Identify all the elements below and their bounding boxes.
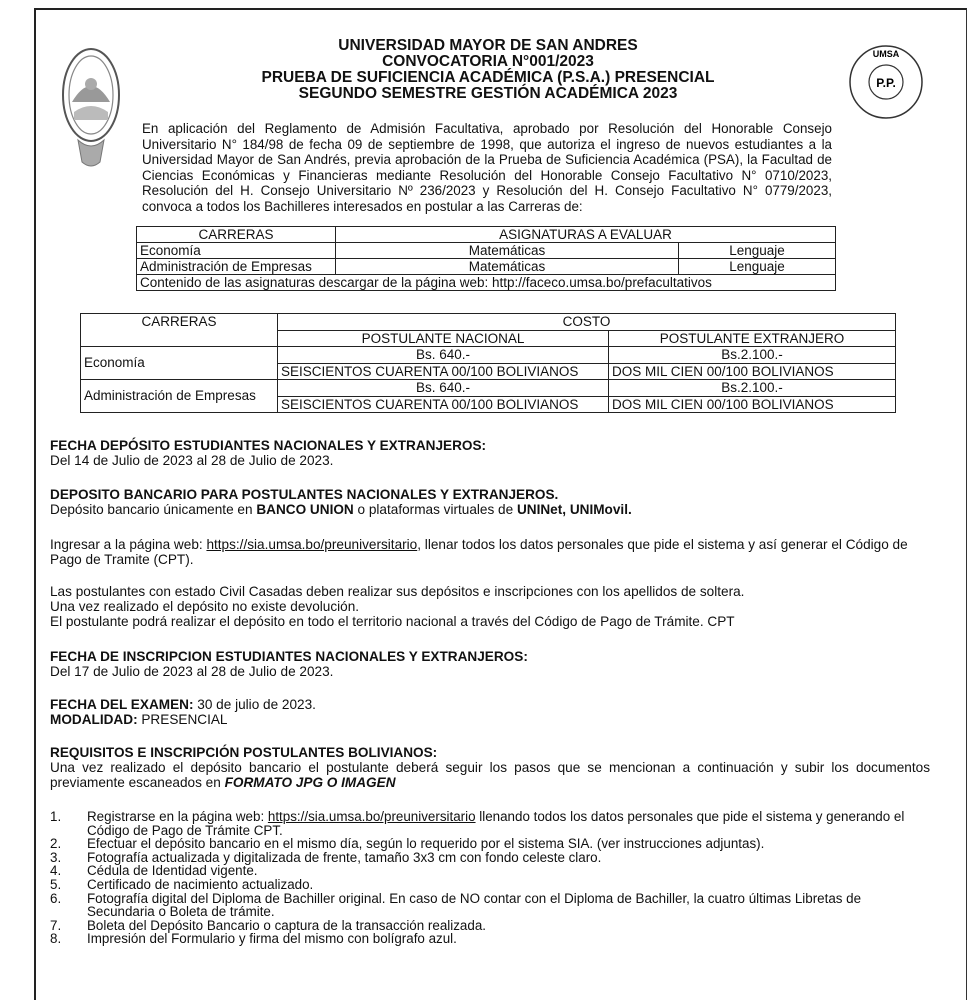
subjects-row-carrera: Economía [137,243,336,259]
requirements-section [50,745,930,790]
ppg-stamp-icon [846,42,926,122]
note-line: Una vez realizado el depósito no existe devolución. [50,599,360,614]
requirements-list [50,810,926,946]
subjects-table [136,226,836,291]
subjects-row-carrera: Administración de Empresas [137,259,336,275]
bank-name: BANCO UNION [256,502,354,517]
cost-extranjero-words: DOS MIL CIEN 00/100 BOLIVIANOS [609,396,896,413]
exam-section [50,697,930,727]
requirement-item: 4. Cédula de Identidad vigente. [50,863,258,879]
subjects-header-asignaturas: ASIGNATURAS A EVALUAR [336,227,836,243]
web-text-part: Ingresar a la página web: [50,537,207,552]
requirement-text: Boleta del Depósito Bancario o captura de la transacción realizada. [87,917,486,933]
subjects-row-asignatura: Matemáticas [336,259,679,275]
exam-mode-label: MODALIDAD: [50,712,138,727]
requirement-text: Registrarse en la página web: [87,809,268,824]
cost-extranjero-amount: Bs.2.100.- [609,347,896,364]
semester-title: SEGUNDO SEMESTRE GESTIÓN ACADÉMICA 2023 [298,85,678,102]
requirement-item: 1. Registrarse en la página web: https://sia.umsa.bo/preuniversitario llenando todos los datos personales que pide el sistema y generando el Código de Pago de Trámite CPT. [50,809,905,838]
cost-header-carreras: CARRERAS [81,314,278,347]
sia-link[interactable]: https://sia.umsa.bo/preuniversitario [267,809,476,824]
bank-text-part: o plataformas virtuales de [353,502,517,517]
subjects-row-asignatura: Lenguaje [679,259,836,275]
requirements-format: FORMATO JPG O IMAGEN [224,775,396,790]
notes-section [50,584,930,629]
subjects-header-carreras: CARRERAS [137,227,336,243]
cost-header-nacional: POSTULANTE NACIONAL [278,330,609,347]
cost-row-carrera: Administración de Empresas [81,380,278,413]
web-instructions [50,537,930,567]
requirement-text: Fotografía actualizada y digitalizada de frente, tamaño 3x3 cm con fondo celeste claro. [87,849,602,865]
inscription-dates-section [50,649,930,679]
stamp-center-text: P.P. [876,76,896,90]
document-header [180,38,796,102]
exam-title: PRUEBA DE SUFICIENCIA ACADÉMICA (P.S.A.) PRESENCIAL [261,69,715,86]
bank-deposit-section [50,487,930,517]
cost-nacional-words: SEISCIENTOS CUARENTA 00/100 BOLIVIANOS [278,363,609,380]
convocatoria-number: CONVOCATORIA N°001/2023 [382,53,594,70]
cost-extranjero-amount: Bs.2.100.- [609,380,896,397]
requirements-intro-text: Una vez realizado el depósito bancario el postulante deberá seguir los pasos que se mencionan a continuación y subir los documentos previamente escaneados en [50,760,930,790]
requirement-item: 7. Boleta del Depósito Bancario o captura de la transacción realizada. [50,917,486,933]
cost-nacional-amount: Bs. 640.- [278,380,609,397]
requirement-item: 8. Impresión del Formulario y firma del mismo con bolígrafo azul. [50,931,457,947]
intro-paragraph: En aplicación del Reglamento de Admisión Facultativa, aprobado por Resolución del Honorable Consejo Universitario N° 184/98 de fecha 09 de septiembre de 1998, que autoriza el ingreso de nuevos estudiantes a la Universidad Mayor de San Andrés, previa aprobación de la Prueba de Suficiencia Académica (PSA), la Facultad de Ciencias Económicas y Financieras mediante Resolución del Honorable Consejo Facultativo N° 0710/2023, Resolución del H. Consejo Universitario Nº 236/2023 y Resolución del H. Consejo Facultativo N° 0779/2023, convoca a todos los Bachilleres interesados en postular a las Carreras de: [142,121,832,214]
requirement-text: llenando todos los datos personales que pide el sistema y generando el Código de Pago de Trámite CPT. [87,809,905,838]
cost-header-costo: COSTO [278,314,896,331]
sia-link[interactable]: https://sia.umsa.bo/preuniversitario [206,537,418,552]
cost-table [80,313,896,413]
exam-date [50,697,930,712]
bank-platforms: UNINet, UNIMovil. [516,502,632,517]
requirement-item: 6. Fotografía digital del Diploma de Bachiller original. En caso de NO contar con el Diploma de Bachiller, la cuatro últimas Libretas de Secundaria o Boleta de trámite. [50,890,862,920]
requirement-text: Fotografía digital del Diploma de Bachiller original. En caso de NO contar con el Diploma de Bachiller, la cuatro últimas Libretas de Secundaria o Boleta de trámite. [87,890,862,920]
bank-text-part: Depósito bancario únicamente en [50,502,257,517]
requirement-text: Cédula de Identidad vigente. [87,863,258,879]
cost-nacional-amount: Bs. 640.- [278,347,609,364]
cost-nacional-words: SEISCIENTOS CUARENTA 00/100 BOLIVIANOS [278,396,609,413]
requirements-title: REQUISITOS E INSCRIPCIÓN POSTULANTES BOLIVIANOS: [50,745,438,760]
exam-date-value: 30 de julio de 2023. [193,697,316,712]
inscription-dates-text: Del 17 de Julio de 2023 al 28 de Julio de 2023. [50,664,334,679]
bank-deposit-title: DEPOSITO BANCARIO PARA POSTULANTES NACIONALES Y EXTRANJEROS. [50,487,559,502]
note-line: Las postulantes con estado Civil Casadas deben realizar sus depósitos e inscripciones con los apellidos de soltera. [50,584,745,599]
university-seal-icon [58,40,124,172]
bank-deposit-text [50,502,930,517]
cost-extranjero-words: DOS MIL CIEN 00/100 BOLIVIANOS [609,363,896,380]
cost-header-extranjero: POSTULANTE EXTRANJERO [609,330,896,347]
requirements-list-wrap [50,810,926,946]
requirement-text: Efectuar el depósito bancario en el mismo día, según lo requerido por el sistema SIA. (ver instrucciones adjuntas). [87,836,765,852]
deposit-dates-section [50,438,930,468]
exam-date-label: FECHA DEL EXAMEN: [50,697,194,712]
subjects-download-note: Contenido de las asignaturas descargar de la página web: http://faceco.umsa.bo/prefacultativos [137,275,836,291]
note-line: El postulante podrá realizar el depósito en todo el territorio nacional a través del Código de Pago de Trámite. CPT [50,614,735,629]
requirement-text: Certificado de nacimiento actualizado. [87,876,314,892]
university-name: UNIVERSIDAD MAYOR DE SAN ANDRES [338,37,638,54]
cost-row-carrera: Economía [81,347,278,380]
requirement-item: 5. Certificado de nacimiento actualizado. [50,876,314,892]
stamp-top-text: UMSA [872,49,900,59]
subjects-row-asignatura: Matemáticas [336,243,679,259]
subjects-row-asignatura: Lenguaje [679,243,836,259]
requirement-item: 3. Fotografía actualizada y digitalizada de frente, tamaño 3x3 cm con fondo celeste claro. [50,849,602,865]
requirement-item: 2. Efectuar el depósito bancario en el mismo día, según lo requerido por el sistema SIA. (ver instrucciones adjuntas). [50,836,765,852]
deposit-dates-text: Del 14 de Julio de 2023 al 28 de Julio de 2023. [50,453,334,468]
inscription-dates-title: FECHA DE INSCRIPCION ESTUDIANTES NACIONALES Y EXTRANJEROS: [50,649,528,664]
exam-mode-value: PRESENCIAL [137,712,228,727]
exam-mode [50,712,930,727]
requirement-text: Impresión del Formulario y firma del mismo con bolígrafo azul. [87,931,457,947]
deposit-dates-title: FECHA DEPÓSITO ESTUDIANTES NACIONALES Y EXTRANJEROS: [50,438,487,453]
requirements-intro [50,760,930,790]
web-text-part: , llenar todos los datos personales que pide el sistema y así generar el Código de Pago de Tramite (CPT). [50,537,908,567]
